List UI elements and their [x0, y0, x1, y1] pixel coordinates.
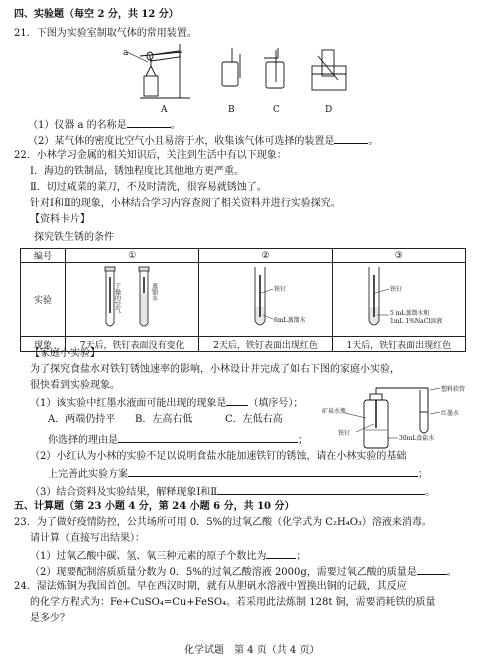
info-card-title: 探究铁生锈的条件 [34, 232, 114, 243]
label-iron-nail: 铁钉 [338, 430, 351, 437]
table-header: ① [66, 249, 199, 263]
row-label: 实验 [21, 263, 66, 337]
label-a: a [123, 48, 129, 58]
label-distilled-water: 蒸馏水 [150, 283, 158, 301]
label-red-ink: 红墨水 [441, 410, 460, 417]
q21-sub1: （1）仪器 a 的名称是 。 [28, 117, 181, 132]
option-b: B．左高右低 [135, 414, 193, 425]
home-experiment-label: 【家庭小实验】 [30, 348, 100, 359]
label-water-6ml: 6mL蒸馏水 [274, 317, 306, 324]
q23-sub1: （1）过氧乙酸中碳、氢、氧三种元素的原子个数比为 ； [30, 548, 306, 563]
home-sub3: （3）结合资料及实验结果，解释现象Ⅰ和Ⅱ 。 [30, 484, 435, 499]
q22-p1: Ⅰ．海边的铁制品，锈蚀程度比其他地方更严重。 [30, 166, 244, 177]
home-sub2-line2: 上完善此实验方案 ； [48, 466, 428, 481]
home-line-2: 很快看到实验现象。 [30, 380, 120, 391]
label-nail: 铁钉 [389, 286, 402, 293]
home-sub1: （1）该实验中红墨水液面可能出现的现象是 （填序号）； [30, 395, 303, 410]
home-line-1: 为了探究食盐水对铁钉锈蚀速率的影响，小林设计并完成了如右下图的家庭小实验， [30, 364, 400, 375]
reason-line: 你选择的理由是 ； [48, 432, 308, 447]
q21-sub2: （2）某气体的密度比空气小且易溶于水，收集该气体可选择的装置是 。 [28, 133, 378, 148]
label-C: C [273, 105, 280, 115]
q21-stem: 21．下图为实验室制取气体的常用装置。 [14, 28, 197, 39]
label-plastic-tube: 塑料软管 [441, 386, 466, 393]
label-B: B [228, 105, 235, 115]
table-header: 编号 [21, 249, 66, 263]
table-header: ② [199, 249, 332, 263]
label-nail: 铁钉 [274, 286, 287, 293]
label-nacl: 1mL 1%NaCl溶液 [389, 318, 442, 325]
answer-blank[interactable] [417, 564, 447, 575]
info-card-label: 【资料卡片】 [30, 214, 90, 225]
result-cell: 2天后，铁钉表面出现红色 [199, 337, 332, 352]
q24-line-3: 是多少？ [30, 613, 70, 624]
q22-stem: 22．小林学习金属的相关知识后，关注到生活中有以下现象： [14, 150, 287, 161]
label-A: A [161, 105, 168, 115]
home-sub2-line1: （2）小红认为小林的实验不足以说明食盐水能加速铁钉的锈蚀，请在小林实验的基础 [30, 451, 407, 462]
q24-line-2: 的化学方程式为：Fe+CuSO₄=Cu+FeSO₄。若采用此法炼制 128t 铜，需要消耗铁的质量 [30, 597, 436, 608]
label-dry-air: 干燥的空气 [113, 283, 121, 313]
table-header: ③ [332, 249, 465, 263]
label-salt-water: 30mL食盐水 [399, 435, 435, 442]
answer-blank[interactable] [128, 466, 418, 477]
label-water-5ml: 5 mL蒸馏水和 [389, 310, 430, 317]
row-label: 现象 [21, 337, 66, 352]
option-a: A．两端仍持平 [48, 414, 116, 425]
q24-line-1: 24．湿法炼铜为我国首创。早在西汉时期，就有从胆矾水溶液中置换出铜的记载，其反应 [14, 581, 407, 592]
q23-line-1: 23．为了做好疫情防控，公共场所可用 0．5%的过氧乙酸（化学式为 C₂H₄O₃）溶液来消毒。 [14, 517, 432, 528]
label-D: D [325, 105, 333, 115]
label-bottle: 矿泉水瓶 [322, 408, 347, 415]
q23-sub2: （2）现要配制溶质质量分数为 0．5%的过氧乙酸溶液 2000g，需要过氧乙酸的质量是 。 [30, 564, 457, 579]
result-cell: 7天后，铁钉表面没有变化 [66, 337, 199, 352]
option-c: C．左低右高 [225, 414, 283, 425]
section-5-title: 五、计算题（第 23 小题 4 分，第 24 小题 6 分，共 10 分） [14, 501, 295, 512]
q22-p2: Ⅱ．切过咸菜的菜刀，不及时清洗，很容易就锈蚀了。 [30, 182, 267, 193]
answer-blank[interactable] [266, 548, 296, 559]
answer-blank[interactable] [217, 484, 425, 495]
section-4-title: 四、实验题（每空 2 分，共 12 分） [14, 9, 179, 20]
page-footer: 化学试题 第 4 页（共 4 页） [184, 645, 320, 656]
q22-p3: 针对Ⅰ和Ⅱ的现象，小林结合学习内容查阅了相关资料并进行实验探究。 [30, 198, 341, 209]
result-cell: 1天后，铁钉表面出现红色 [332, 337, 465, 352]
q23-line-2: 请计算（直接写出结果）： [30, 533, 145, 544]
